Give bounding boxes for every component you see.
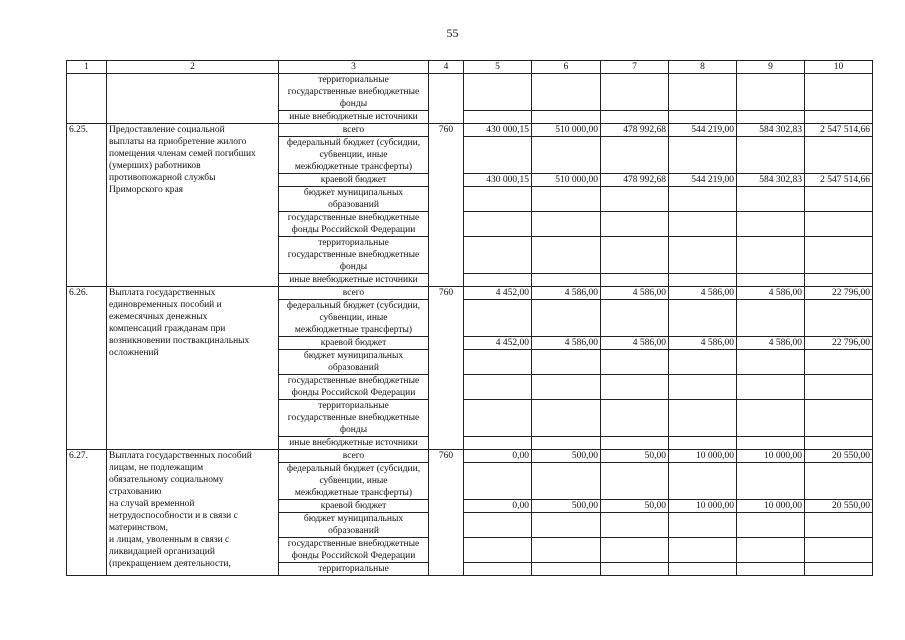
value-cell: 20 550,00 bbox=[805, 500, 873, 513]
value-cell bbox=[737, 74, 805, 111]
value-cell bbox=[669, 563, 737, 576]
table-row bbox=[67, 450, 873, 463]
funding-source-cell bbox=[279, 137, 429, 174]
funding-source-cell bbox=[279, 375, 429, 400]
value-cell bbox=[669, 187, 737, 212]
value-cell bbox=[601, 463, 669, 500]
value-cell bbox=[601, 212, 669, 237]
code-cell bbox=[67, 111, 107, 124]
text-line: материнством, bbox=[109, 523, 168, 533]
value-cell: 0,00 bbox=[464, 450, 532, 463]
text-line: краевой бюджет bbox=[320, 175, 387, 185]
value-cell bbox=[737, 513, 805, 538]
value-cell: 20 550,00 bbox=[805, 450, 873, 463]
funding-source-cell bbox=[279, 274, 429, 287]
text-line: краевой бюджет bbox=[320, 338, 387, 348]
text-line: образований bbox=[328, 526, 379, 536]
text-line: ежемесячных денежных bbox=[109, 312, 208, 322]
value-cell bbox=[532, 237, 601, 274]
value-cell: 510 000,00 bbox=[532, 124, 601, 137]
value-cell bbox=[669, 274, 737, 287]
column-number-cell: 8 bbox=[669, 61, 737, 74]
value-cell: 430 000,15 bbox=[464, 174, 532, 187]
table-body bbox=[67, 61, 873, 576]
value-cell bbox=[805, 187, 873, 212]
value-cell bbox=[532, 74, 601, 111]
text-line: иные внебюджетные источники bbox=[289, 112, 418, 122]
value-cell: 4 452,00 bbox=[464, 287, 532, 300]
value-cell bbox=[532, 187, 601, 212]
text-line: помещения членам семей погибших bbox=[109, 149, 256, 159]
value-cell: 2 547 514,66 bbox=[805, 124, 873, 137]
value-cell: 50,00 bbox=[601, 500, 669, 513]
value-cell: 10 000,00 bbox=[669, 450, 737, 463]
text-line: субвенции, иные bbox=[319, 150, 388, 160]
value-cell bbox=[532, 400, 601, 437]
value-cell bbox=[601, 563, 669, 576]
text-line: территориальные bbox=[318, 564, 389, 574]
value-cell: 500,00 bbox=[532, 500, 601, 513]
value-cell: 478 992,68 bbox=[601, 124, 669, 137]
value-cell bbox=[669, 300, 737, 337]
funding-source-cell bbox=[279, 212, 429, 237]
column-number-row bbox=[67, 61, 873, 74]
text-line: бюджет муниципальных bbox=[303, 514, 404, 524]
column-number-cell: 3 bbox=[279, 61, 429, 74]
value-cell bbox=[601, 187, 669, 212]
value-cell: 500,00 bbox=[532, 450, 601, 463]
text-line: государственные внебюджетные bbox=[287, 87, 420, 97]
value-cell bbox=[532, 437, 601, 450]
value-cell: 22 796,00 bbox=[805, 337, 873, 350]
value-cell bbox=[532, 300, 601, 337]
value-cell bbox=[464, 111, 532, 124]
funding-source-cell bbox=[279, 287, 429, 300]
value-cell bbox=[532, 463, 601, 500]
text-line: межбюджетные трансферты) bbox=[294, 162, 413, 172]
value-cell bbox=[737, 187, 805, 212]
text-line: всего bbox=[342, 125, 365, 135]
text-line: выплаты на приобретение жилого bbox=[109, 137, 247, 147]
funding-source-cell bbox=[279, 563, 429, 576]
column-number-cell: 5 bbox=[464, 61, 532, 74]
value-cell: 4 586,00 bbox=[532, 287, 601, 300]
item-code-cell: 6.27. bbox=[67, 450, 107, 576]
value-cell bbox=[464, 350, 532, 375]
text-line: Предоставление социальной bbox=[109, 125, 225, 135]
text-line: бюджет муниципальных bbox=[303, 351, 404, 361]
value-cell: 10 000,00 bbox=[669, 500, 737, 513]
value-cell bbox=[737, 350, 805, 375]
funding-source-cell bbox=[279, 300, 429, 337]
text-line: государственные внебюджетные bbox=[287, 413, 420, 423]
text-line: единовременных пособий и bbox=[109, 300, 222, 310]
text-line: Выплата государственных пособий bbox=[109, 451, 252, 461]
table-row bbox=[67, 124, 873, 137]
value-cell: 2 547 514,66 bbox=[805, 174, 873, 187]
value-cell bbox=[805, 400, 873, 437]
value-cell bbox=[532, 274, 601, 287]
funding-source-cell bbox=[279, 111, 429, 124]
value-cell bbox=[464, 563, 532, 576]
text-line: фонды Российской Федерации bbox=[291, 388, 416, 398]
code-4-cell bbox=[429, 74, 464, 111]
value-cell bbox=[601, 538, 669, 563]
value-cell: 544 219,00 bbox=[669, 174, 737, 187]
value-cell bbox=[601, 137, 669, 174]
value-cell: 584 302,83 bbox=[737, 124, 805, 137]
value-cell bbox=[737, 111, 805, 124]
value-cell bbox=[805, 237, 873, 274]
value-cell bbox=[737, 137, 805, 174]
value-cell bbox=[464, 375, 532, 400]
value-cell bbox=[737, 237, 805, 274]
value-cell bbox=[669, 137, 737, 174]
value-cell bbox=[669, 212, 737, 237]
value-cell: 4 586,00 bbox=[532, 337, 601, 350]
text-line: возникновении поствакцинальных bbox=[109, 336, 250, 346]
value-cell: 22 796,00 bbox=[805, 287, 873, 300]
value-cell bbox=[805, 111, 873, 124]
value-cell bbox=[464, 400, 532, 437]
text-line: государственные внебюджетные bbox=[287, 376, 420, 386]
text-line: Выплата государственных bbox=[109, 288, 216, 298]
value-cell bbox=[737, 463, 805, 500]
value-cell bbox=[464, 463, 532, 500]
code-4-cell: 760 bbox=[429, 450, 464, 576]
column-number-cell: 4 bbox=[429, 61, 464, 74]
funding-source-cell bbox=[279, 237, 429, 274]
value-cell bbox=[464, 437, 532, 450]
value-cell bbox=[737, 212, 805, 237]
value-cell bbox=[532, 563, 601, 576]
value-cell: 4 586,00 bbox=[737, 287, 805, 300]
text-line: иные внебюджетные источники bbox=[289, 438, 418, 448]
value-cell bbox=[737, 437, 805, 450]
funding-source-cell bbox=[279, 513, 429, 538]
code-4-cell: 760 bbox=[429, 124, 464, 287]
text-line: (прекращением деятельности, bbox=[109, 559, 231, 569]
value-cell bbox=[669, 237, 737, 274]
funding-source-cell bbox=[279, 437, 429, 450]
text-line: противопожарной службы bbox=[109, 173, 216, 183]
text-line: всего bbox=[342, 451, 365, 461]
value-cell bbox=[805, 563, 873, 576]
funding-source-cell bbox=[279, 450, 429, 463]
value-cell bbox=[532, 212, 601, 237]
budget-table bbox=[66, 60, 873, 576]
value-cell bbox=[464, 212, 532, 237]
funding-source-cell bbox=[279, 174, 429, 187]
value-cell bbox=[805, 463, 873, 500]
value-cell bbox=[601, 74, 669, 111]
text-line: федеральный бюджет (субсидии, bbox=[286, 464, 421, 474]
value-cell: 10 000,00 bbox=[737, 450, 805, 463]
value-cell bbox=[601, 237, 669, 274]
value-cell bbox=[532, 350, 601, 375]
value-cell: 4 586,00 bbox=[669, 337, 737, 350]
text-line: федеральный бюджет (субсидии, bbox=[286, 138, 421, 148]
text-line: (умерших) работников bbox=[109, 161, 201, 171]
value-cell: 10 000,00 bbox=[737, 500, 805, 513]
column-number-cell: 9 bbox=[737, 61, 805, 74]
value-cell bbox=[601, 274, 669, 287]
value-cell bbox=[464, 300, 532, 337]
value-cell bbox=[601, 513, 669, 538]
value-cell bbox=[464, 187, 532, 212]
value-cell bbox=[601, 375, 669, 400]
value-cell bbox=[464, 137, 532, 174]
value-cell bbox=[601, 400, 669, 437]
value-cell bbox=[805, 538, 873, 563]
text-line: ликвидацией организаций bbox=[109, 547, 215, 557]
value-cell bbox=[669, 111, 737, 124]
value-cell bbox=[464, 513, 532, 538]
value-cell bbox=[464, 74, 532, 111]
text-line: территориальные bbox=[318, 401, 389, 411]
item-name-cell bbox=[107, 124, 279, 287]
value-cell bbox=[669, 437, 737, 450]
text-line: межбюджетные трансферты) bbox=[294, 325, 413, 335]
column-number-cell: 2 bbox=[107, 61, 279, 74]
value-cell: 4 586,00 bbox=[601, 287, 669, 300]
value-cell: 478 992,68 bbox=[601, 174, 669, 187]
value-cell bbox=[601, 111, 669, 124]
text-line: бюджет муниципальных bbox=[303, 188, 404, 198]
funding-source-cell bbox=[279, 463, 429, 500]
funding-source-cell bbox=[279, 350, 429, 375]
text-line: фонды bbox=[339, 262, 368, 272]
text-line: территориальные bbox=[318, 238, 389, 248]
funding-source-cell bbox=[279, 337, 429, 350]
value-cell bbox=[669, 463, 737, 500]
table-row bbox=[67, 111, 873, 124]
text-line: образований bbox=[328, 200, 379, 210]
text-line: Приморского края bbox=[109, 185, 184, 195]
column-number-cell: 6 bbox=[532, 61, 601, 74]
funding-source-cell bbox=[279, 500, 429, 513]
value-cell: 4 586,00 bbox=[737, 337, 805, 350]
column-number-cell: 1 bbox=[67, 61, 107, 74]
text-line: на случай временной bbox=[109, 499, 195, 509]
code-4-cell bbox=[429, 111, 464, 124]
value-cell bbox=[805, 375, 873, 400]
item-name-cell bbox=[107, 450, 279, 576]
value-cell: 0,00 bbox=[464, 500, 532, 513]
value-cell: 430 000,15 bbox=[464, 124, 532, 137]
text-line: краевой бюджет bbox=[320, 501, 387, 511]
value-cell bbox=[805, 74, 873, 111]
value-cell bbox=[737, 274, 805, 287]
text-line: лицам, не подлежащим bbox=[109, 463, 204, 473]
value-cell bbox=[464, 274, 532, 287]
value-cell bbox=[737, 538, 805, 563]
value-cell bbox=[669, 400, 737, 437]
item-code-cell: 6.25. bbox=[67, 124, 107, 287]
code-cell bbox=[67, 74, 107, 111]
value-cell: 4 452,00 bbox=[464, 337, 532, 350]
value-cell bbox=[805, 137, 873, 174]
value-cell bbox=[669, 74, 737, 111]
value-cell bbox=[805, 350, 873, 375]
funding-source-cell bbox=[279, 187, 429, 212]
text-line: межбюджетные трансферты) bbox=[294, 488, 413, 498]
text-line: территориальные bbox=[318, 75, 389, 85]
item-name-cell bbox=[107, 287, 279, 450]
value-cell bbox=[669, 350, 737, 375]
column-number-cell: 7 bbox=[601, 61, 669, 74]
value-cell bbox=[532, 513, 601, 538]
text-line: фонды Российской Федерации bbox=[291, 551, 416, 561]
text-line: фонды Российской Федерации bbox=[291, 225, 416, 235]
value-cell bbox=[464, 538, 532, 563]
value-cell: 510 000,00 bbox=[532, 174, 601, 187]
value-cell bbox=[532, 111, 601, 124]
funding-source-cell bbox=[279, 538, 429, 563]
text-line: фонды bbox=[339, 425, 368, 435]
value-cell bbox=[601, 437, 669, 450]
value-cell: 4 586,00 bbox=[601, 337, 669, 350]
text-line: иные внебюджетные источники bbox=[289, 275, 418, 285]
text-line: государственные внебюджетные bbox=[287, 539, 420, 549]
value-cell: 50,00 bbox=[601, 450, 669, 463]
text-line: субвенции, иные bbox=[319, 313, 388, 323]
text-line: и лицам, уволенным в связи с bbox=[109, 535, 230, 545]
table-row bbox=[67, 287, 873, 300]
name-cell bbox=[107, 74, 279, 111]
text-line: обязательному социальному bbox=[109, 475, 224, 485]
text-line: осложнений bbox=[109, 348, 159, 358]
funding-source-cell bbox=[279, 400, 429, 437]
value-cell bbox=[464, 237, 532, 274]
value-cell bbox=[601, 300, 669, 337]
value-cell bbox=[805, 513, 873, 538]
page-number: 55 bbox=[446, 26, 459, 40]
column-number-cell: 10 bbox=[805, 61, 873, 74]
value-cell bbox=[669, 375, 737, 400]
text-line: субвенции, иные bbox=[319, 476, 388, 486]
value-cell: 4 586,00 bbox=[669, 287, 737, 300]
text-line: нетрудоспособности и в связи с bbox=[109, 511, 238, 521]
value-cell bbox=[669, 538, 737, 563]
value-cell bbox=[805, 300, 873, 337]
text-line: образований bbox=[328, 363, 379, 373]
funding-source-cell bbox=[279, 74, 429, 111]
value-cell bbox=[532, 538, 601, 563]
value-cell bbox=[669, 513, 737, 538]
value-cell bbox=[737, 400, 805, 437]
item-code-cell: 6.26. bbox=[67, 287, 107, 450]
value-cell bbox=[737, 375, 805, 400]
text-line: всего bbox=[342, 288, 365, 298]
text-line: компенсаций гражданам при bbox=[109, 324, 226, 334]
text-line: федеральный бюджет (субсидии, bbox=[286, 301, 421, 311]
value-cell bbox=[805, 437, 873, 450]
text-line: государственные внебюджетные bbox=[287, 213, 420, 223]
value-cell bbox=[737, 563, 805, 576]
value-cell bbox=[532, 137, 601, 174]
text-line: фонды bbox=[339, 99, 368, 109]
code-4-cell: 760 bbox=[429, 287, 464, 450]
value-cell bbox=[805, 274, 873, 287]
text-line: государственные внебюджетные bbox=[287, 250, 420, 260]
value-cell: 544 219,00 bbox=[669, 124, 737, 137]
value-cell bbox=[532, 375, 601, 400]
text-line: страхованию bbox=[109, 487, 162, 497]
name-cell bbox=[107, 111, 279, 124]
value-cell bbox=[805, 212, 873, 237]
value-cell: 584 302,83 bbox=[737, 174, 805, 187]
value-cell bbox=[737, 300, 805, 337]
table-row bbox=[67, 74, 873, 111]
funding-source-cell bbox=[279, 124, 429, 137]
value-cell bbox=[601, 350, 669, 375]
